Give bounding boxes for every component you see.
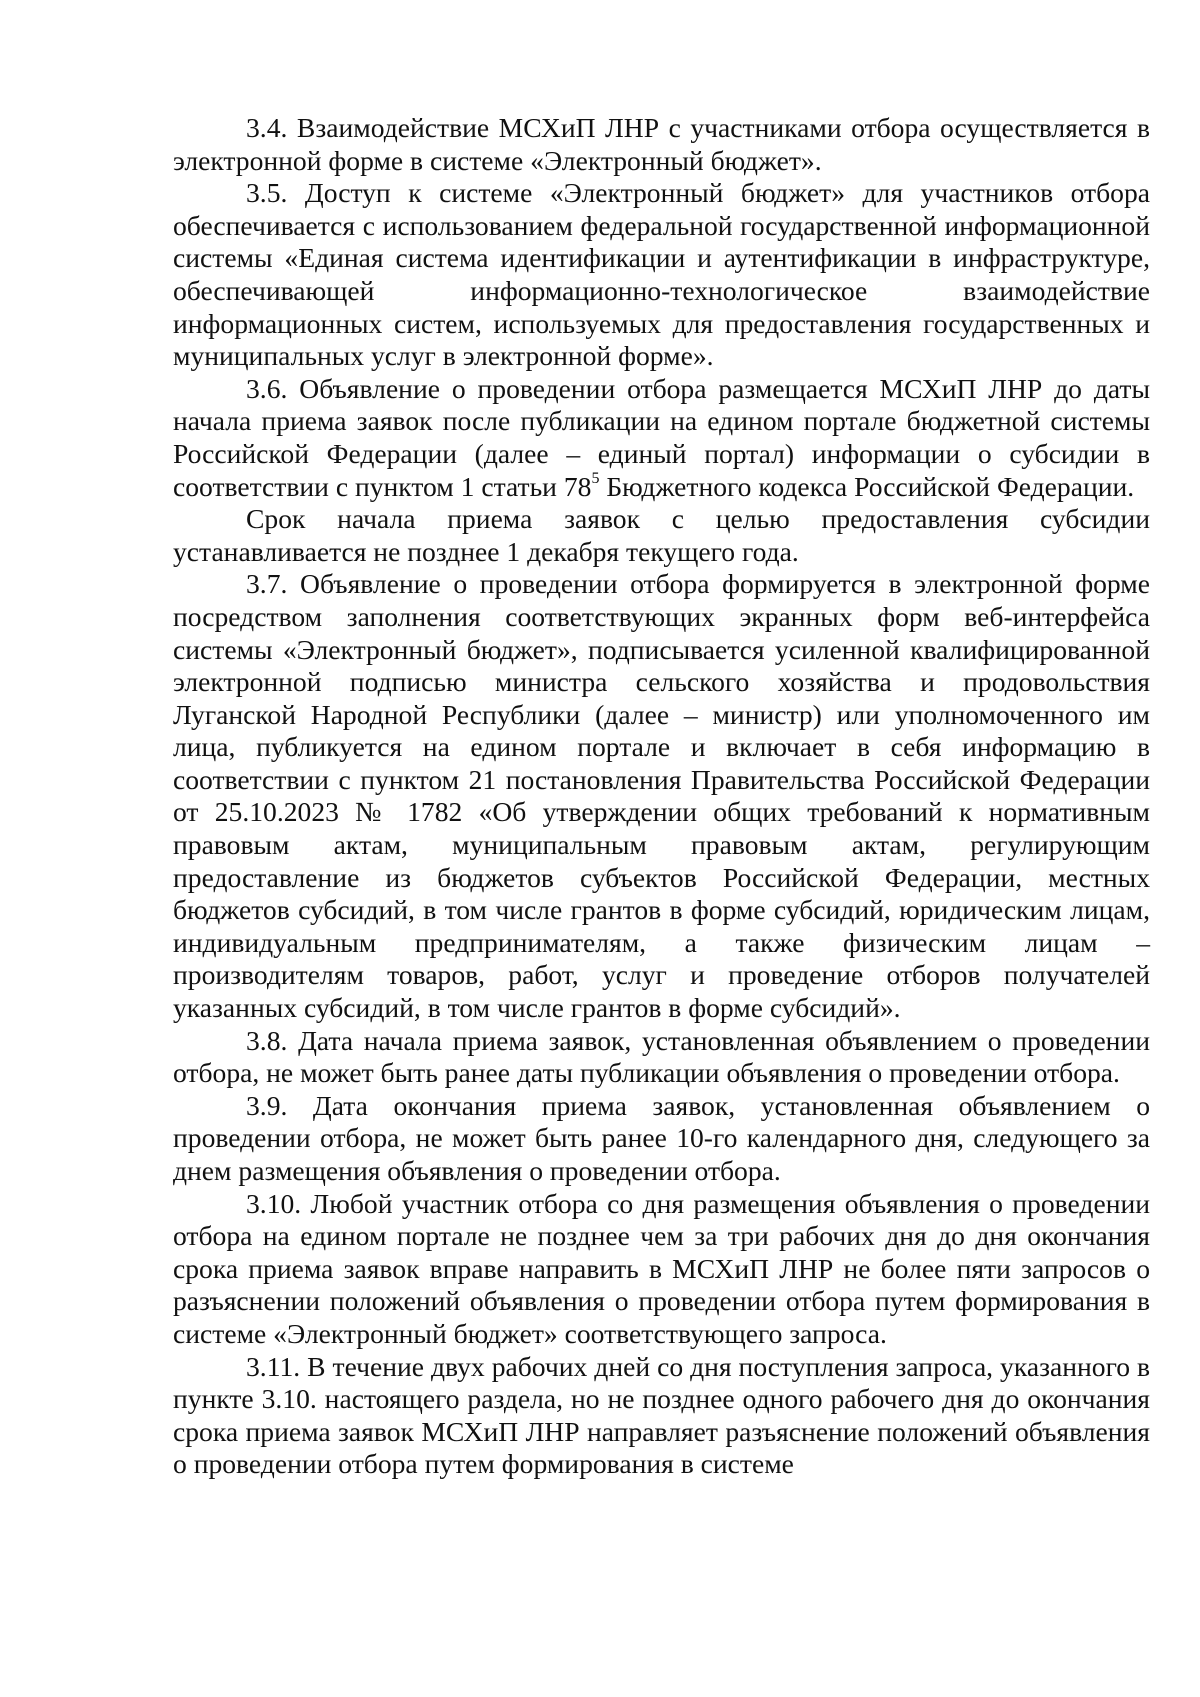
paragraph-3-6 (173, 373, 1150, 503)
paragraph-3-5: 3.5. Доступ к системе «Электронный бюджет» для участников отбора обеспечивается с использованием федеральной государственной информационной системы «Единая система идентификации и аутентификации в инфраструктуре, обеспечивающей информационно-технологическое взаимодействие информационных систем, используемых для предоставления государственных и муниципальных услуг в электронной форме». (173, 177, 1150, 372)
paragraph-3-4: 3.4. Взаимодействие МСХиП ЛНР с участниками отбора осуществляется в электронной форме в системе «Электронный бюджет». (173, 112, 1150, 176)
document-page (173, 112, 1150, 1481)
paragraph-application-term: Срок начала приема заявок с целью предоставления субсидии устанавливается не позднее 1 декабря текущего года. (173, 503, 1150, 567)
paragraph-3-10: 3.10. Любой участник отбора со дня размещения объявления о проведении отбора на едином портале не позднее чем за три рабочих дня до дня окончания срока приема заявок вправе направить в МСХиП ЛНР не более пяти запросов о разъяснении положений объявления о проведении отбора путем формирования в системе «Электронный бюджет» соответствующего запроса. (173, 1187, 1150, 1349)
paragraph-3-6-text: 3.6. Объявление о проведении отбора размещается МСХиП ЛНР до даты начала приема заявок после публикации на едином портале бюджетной системы Российской Федерации (далее – единый портал) информации о субсидии в соответствии с пунктом 1 статьи 78 (173, 372, 1150, 502)
paragraph-3-11: 3.11. В течение двух рабочих дней со дня поступления запроса, указанного в пункте 3.10. настоящего раздела, но не позднее одного рабочего дня до окончания срока приема заявок МСХиП ЛНР направляет разъяснение положений объявления о проведении отбора путем формирования в системе (173, 1350, 1150, 1480)
paragraph-3-8: 3.8. Дата начала приема заявок, установленная объявлением о проведении отбора, не может быть ранее даты публикации объявления о проведении отбора. (173, 1024, 1150, 1089)
paragraph-3-7: 3.7. Объявление о проведении отбора формируется в электронной форме посредством заполнения соответствующих экранных форм веб-интерфейса системы «Электронный бюджет», подписывается усиленной квалифицированной электронной подписью министра сельского хозяйства и продовольствия Луганской Народной Республики (далее – министр) или уполномоченного им лица, публикуется на едином портале и включает в себя информацию в соответствии с пунктом 21 постановления Правительства Российской Федерации от 25.10.2023 № 1782 «Об утверждении общих требований к нормативным правовым актам, муниципальным правовым актам, регулирующим предоставление из бюджетов субъектов Российской Федерации, местных бюджетов субсидий, в том числе грантов в форме субсидий, юридическим лицам, индивидуальным предпринимателям, а также физическим лицам – производителям товаров, работ, услуг и проведение отборов получателей указанных субсидий, в том числе грантов в форме субсидий». (173, 568, 1150, 1024)
paragraph-3-9: 3.9. Дата окончания приема заявок, установленная объявлением о проведении отбора, не может быть ранее 10-го календарного дня, следующего за днем размещения объявления о проведении отбора. (173, 1089, 1150, 1186)
article-superscript: 5 (591, 470, 600, 488)
paragraph-3-6-text-end: Бюджетного кодекса Российской Федерации. (599, 470, 1135, 502)
